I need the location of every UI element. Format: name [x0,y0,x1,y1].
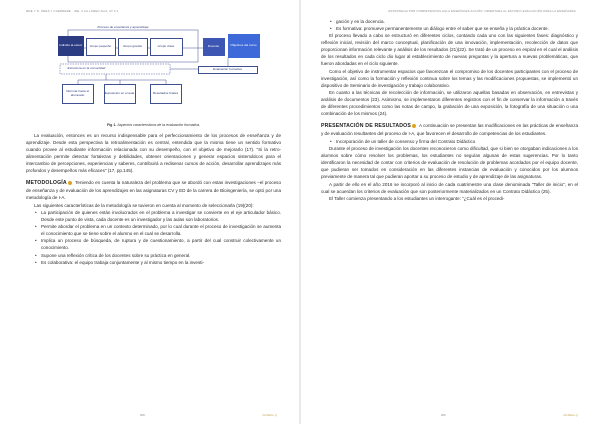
right-page-content [321,18,578,404]
teaching-process-title: Proceso de enseñanza y aprendizaje [97,25,149,29]
large-group-box: Grupo grande [118,38,148,56]
list-item: • Incorporación de un taller de consenso y firma del Contrato Didáctico [330,138,578,145]
methodology-paragraph [26,179,281,201]
workshop-question-paragraph: El Taller comienza presentando a los estudiantes un interrogante: "¿Cuál es el procedi- [329,196,505,202]
process-paragraph: El proceso llevado a cabo se estructuró en diferentes ciclos, contando cada uno con las siguientes fases: diagnóstico y reflexión inicial, revisión del marco conceptual, planificación de una innovación, implementación, recolección de datos que proporcionan información relevante y análisis de los resultados (21)(22). Se trató de un proceso en espiral en el cual el análisis de los resultados en cada ciclo dio lugar al establecimiento de nuevas preguntas y la apertura a nuevas problemáticas, que fueron abordadas en el ciclo siguiente. [321,33,578,67]
objectives-box: Objetivos del curso [228,34,260,58]
list-item: • Es colaborativa: el equipo trabaja conjuntamente y al mismo tiempo en la investi- [35,259,281,266]
workshop-paragraph: A partir de ello en el año 2016 se incorporó al inicio de cada cuatrimestre una clase denominada "Taller de inicio", en el cual se acuerdan los criterios de evaluación que son posteriormente materializados en un Contrato Didáctico (25). [321,181,578,194]
class-group-box: Grupo clase [150,38,183,56]
right-page [301,0,600,424]
figure-caption-label: Fig 1. [106,123,117,127]
left-page [0,0,299,424]
techniques-paragraph: En cuanto a las técnicas de recolección de información, se utilizaron aquellas basadas en observación, en entrevistas y análisis de documentos (23). Asimismo, se implementaron diferentes registros con el fin de conservar la información a través de diferentes procedimientos como las notas de campo, la grabación de una exposición, la fotografía de una situación o una combinación de los mismos (24). [321,90,578,117]
journal-brand: bioTekne ◎ [262,413,277,417]
seminar-paragraph: Como el objetivo de instrumentar espacios que favorezcan el compromiso de los docentes participantes con el proceso de investigación, así como la formación y reflexión continua sobre los temas y las modificaciones propuestas, se implementó un dispositivo de Seminario de investigación y trabajo colaborativo. [321,68,578,88]
running-head: MDE Y N. ORES Y CUERRERE · INE. 3 CA LOREO ALIA, AT 0.1 [26,9,119,13]
characteristics-paragraph: Las siguientes características de la metodología se tuvieron en cuenta al momento de seleccionarla (19)(20): [34,202,254,208]
results-heading: PRESENTACIÓN DE RESULTADOS [321,123,411,130]
student-box: Individu al-estud [58,36,84,56]
list-item: • Permite abordar el problema en un contexto determinado, por lo cual durante el proceso de investigación se aumenta el conocimiento que se tiene sobre el alumno en el cual se desarrolla. [35,223,281,237]
small-group-box: Grupo pequeño [86,38,116,56]
methodology-text: Teniendo en cuenta la naturaleza del problema que se abordó con estas investigaciones –el proceso de enseñanza y de evaluación de los aprendizajes en las asignaturas CV y ED de la carrera de Bioingeniería, se optó por una metodología de I-A. [26,180,281,201]
evaluation-paragraph: La evaluación, entonces es un recurso indispensable para el perfeccionamiento de los procesos de enseñanza y de aprendizaje. Desde esta perspectiva la retroalimentación es central, entendida que la misma tiene un sentido formativo cuando provee al estudiante información relacionada con su desempeño, con el objetivo de mejorarlo (17). "Si la retroalimentación permite detectar fortalezas y debilidades, obtener orientaciones y generar espacios sistemáticos para el intercambio de percepciones, experiencias y saberes, contribuirá a redisenar cursos de acción, desarrollar aprendizajes más profundos y desempeños más eficaces" (17, pp.145). [26,133,281,174]
list-item-continued: • gación y en la docencia. [330,18,578,25]
results-bullets [321,138,578,145]
list-item: • Implica un proceso de búsqueda, de ruptura y de cuestionamiento, a partir del cual construir colectivamente un conocimiento. [35,237,281,251]
page-number: 209 [441,413,446,417]
figure-caption [26,123,281,127]
list-item: • Supone una reflexión crítica de los docentes sobre su práctica en general. [35,252,281,259]
gear-icon [412,124,416,128]
evaluation-box: Evaluación formativa [198,66,258,74]
difficulty-paragraph: Durante el proceso de investigación los docentes reconocieron como dificultad, que si bien se otorgaban indicaciones a los alumnos sobre cómo resolver los problemas, los estudiantes no seguían algunas de estas sugerencias. Por lo tanto identificaron la necesidad de contar con criterios de evaluación de resolución de problemas acordados por el equipo docente, que pudieran ser tomados en consideración en las diferentes instancias de evaluación y conocidos por los alumnos previamente de manera tal que pudieran aportar a su proceso de estudio y de aprendizaje de las asignaturas. [321,145,578,180]
inform-box: Informar hacia el alumnado [62,84,94,104]
journal-brand: bioTekne ◎ [563,413,578,417]
figure-formative-evaluation [38,24,270,120]
list-item: • Es formativa: promueve permanentemente un diálogo entre el saber que se enseña y la práctica docente. [330,25,578,32]
page-number: 208 [140,413,145,417]
methodology-heading: METODOLOGÍA [26,180,67,187]
results-paragraph [321,122,578,137]
teacher-box: Docente [203,38,225,56]
gear-icon [68,181,72,185]
results-box: Resultados finales [150,84,182,104]
continued-bullets [321,18,578,32]
shared-structure-label: Estructura en la comunidad [67,66,106,70]
methodology-bullets [26,209,281,265]
running-head: ESTRATEGIA POR COMPETENCIAS AULA ENSEÑANZA ACCIÓN: ORIENTADA AL ESTUDIO EVALUACIÓN PARA LA ENSEÑANZA [388,9,576,13]
left-page-content [26,24,281,404]
results-text: A continuación se presentan las modificaciones en las prácticas de enseñanza y de evaluación resultantes del proceso de I-A, que favorecen el desarrollo de competencias de los estudiantes. [321,123,578,137]
expose-box: Exposición en el aula [104,84,136,104]
figure-caption-text: Aspectos característicos de la evaluación formativa. [117,123,201,127]
list-item: • La participación de quienes están involucrados en el problema a investigar se convierte en el eje articulador básico. Desde este punto de vista, cada docente es un investigador y las aulas son laboratorios. [35,209,281,223]
